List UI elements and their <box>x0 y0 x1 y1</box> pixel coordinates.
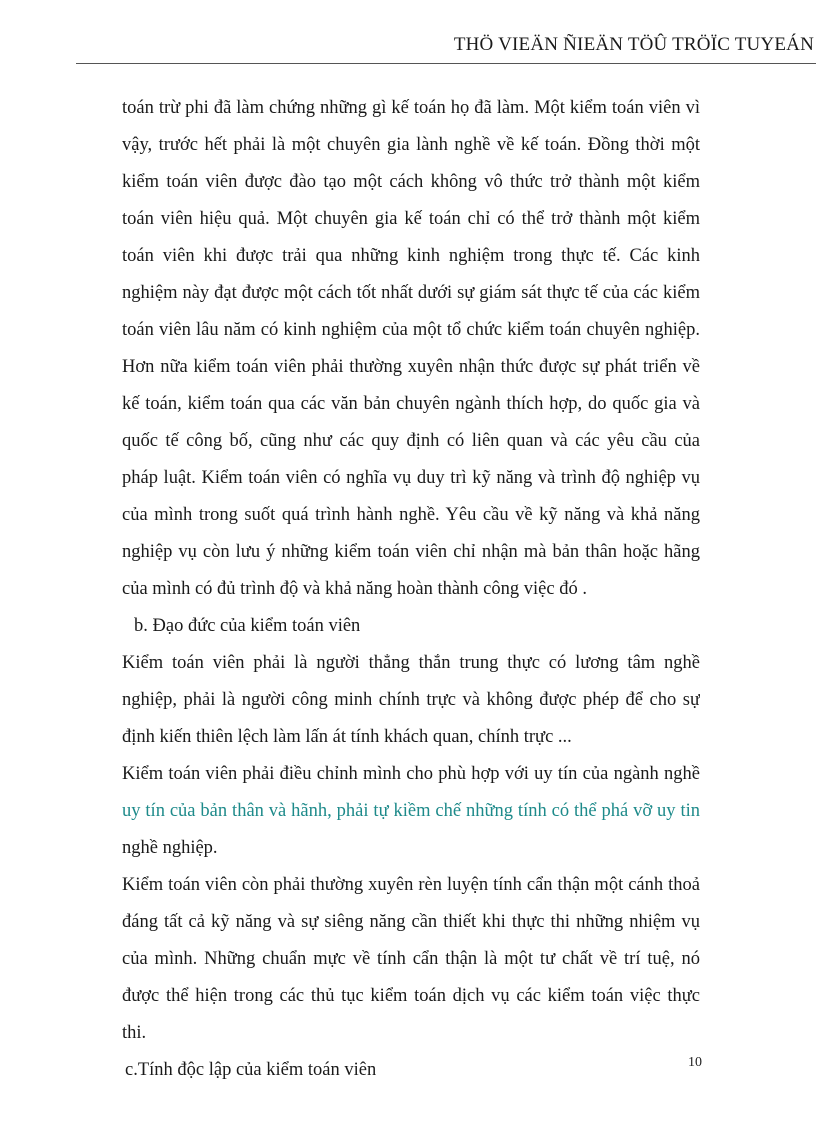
section-heading-c: c.Tính độc lập của kiểm toán viên <box>125 1060 377 1080</box>
header-title: THÖ VIEÄN ÑIEÄN TÖÛ TRÖÏC TUYEÁN <box>453 34 814 55</box>
text-line: của mình có đủ trình độ và khả năng hoàn thành công việc đó . <box>122 579 587 599</box>
header-rule <box>76 63 816 64</box>
text-line: nghề nghiệp. <box>122 838 218 858</box>
body-text <box>122 90 700 1089</box>
text-line: toán viên khi được trải qua những kinh nghiệm trong thực tế. Các kinh <box>122 246 700 266</box>
text-line: thi. <box>122 1023 147 1043</box>
text-line: nghiệp vụ còn lưu ý những kiểm toán viên chỉ nhận mà bản thân hoặc hãng <box>122 542 700 562</box>
page-header <box>0 30 816 64</box>
highlighted-text-line: uy tín của bản thân và hãnh, phải tự kiềm chế những tính có thể phá vỡ uy tin <box>122 801 700 821</box>
text-line: Hơn nữa kiểm toán viên phải thường xuyên nhận thức được sự phát triển về <box>122 357 700 377</box>
text-line: kế toán, kiểm toán qua các văn bản chuyên ngành thích hợp, do quốc gia và <box>122 394 700 414</box>
text-line: của mình. Những chuẩn mực về tính cẩn thận là một tư chất về trí tuệ, nó <box>122 949 700 969</box>
text-line: Kiểm toán viên phải điều chỉnh mình cho phù hợp với uy tín của ngành nghề <box>122 764 700 784</box>
text-line: đáng tất cả kỹ năng và sự siêng năng cần thiết khi thực thi những nhiệm vụ <box>122 912 700 932</box>
text-line: nghiệm này đạt được một cách tốt nhất dưới sự giám sát thực tế của các kiểm <box>122 283 700 303</box>
text-line: toán viên lâu năm có kinh nghiệm của một tổ chức kiểm toán chuyên nghiệp. <box>122 320 700 340</box>
text-line: quốc tế công bố, cũng như các quy định có liên quan và các yêu cầu của <box>122 431 700 451</box>
text-line: Kiểm toán viên phải là người thẳng thắn trung thực có lương tâm nghề <box>122 653 700 673</box>
text-line: kiểm toán viên được đào tạo một cách không vô thức trở thành một kiểm <box>122 172 700 192</box>
text-line: vậy, trước hết phải là một chuyên gia lành nghề về kế toán. Đồng thời một <box>122 135 700 155</box>
text-line: toán trừ phi đã làm chứng những gì kế toán họ đã làm. Một kiểm toán viên vì <box>122 98 700 118</box>
section-heading-b: b. Đạo đức của kiểm toán viên <box>134 616 361 636</box>
page-number: 10 <box>688 1055 702 1070</box>
text-line: nghiệp, phải là người công minh chính trực và không được phép để cho sự <box>122 690 700 710</box>
text-line: toán viên hiệu quả. Một chuyên gia kế toán chỉ có thể trở thành một kiểm <box>122 209 700 229</box>
text-line: pháp luật. Kiểm toán viên có nghĩa vụ duy trì kỹ năng và trình độ nghiệp vụ <box>122 468 700 488</box>
text-line: của mình trong suốt quá trình hành nghề. Yêu cầu về kỹ năng và khả năng <box>122 505 700 525</box>
text-line: được thể hiện trong các thủ tục kiểm toán dịch vụ các kiểm toán việc thực <box>122 986 700 1006</box>
text-line: Kiểm toán viên còn phải thường xuyên rèn luyện tính cẩn thận một cánh thoả <box>122 875 700 895</box>
text-line: định kiến thiên lệch làm lấn át tính khách quan, chính trực ... <box>122 727 572 747</box>
